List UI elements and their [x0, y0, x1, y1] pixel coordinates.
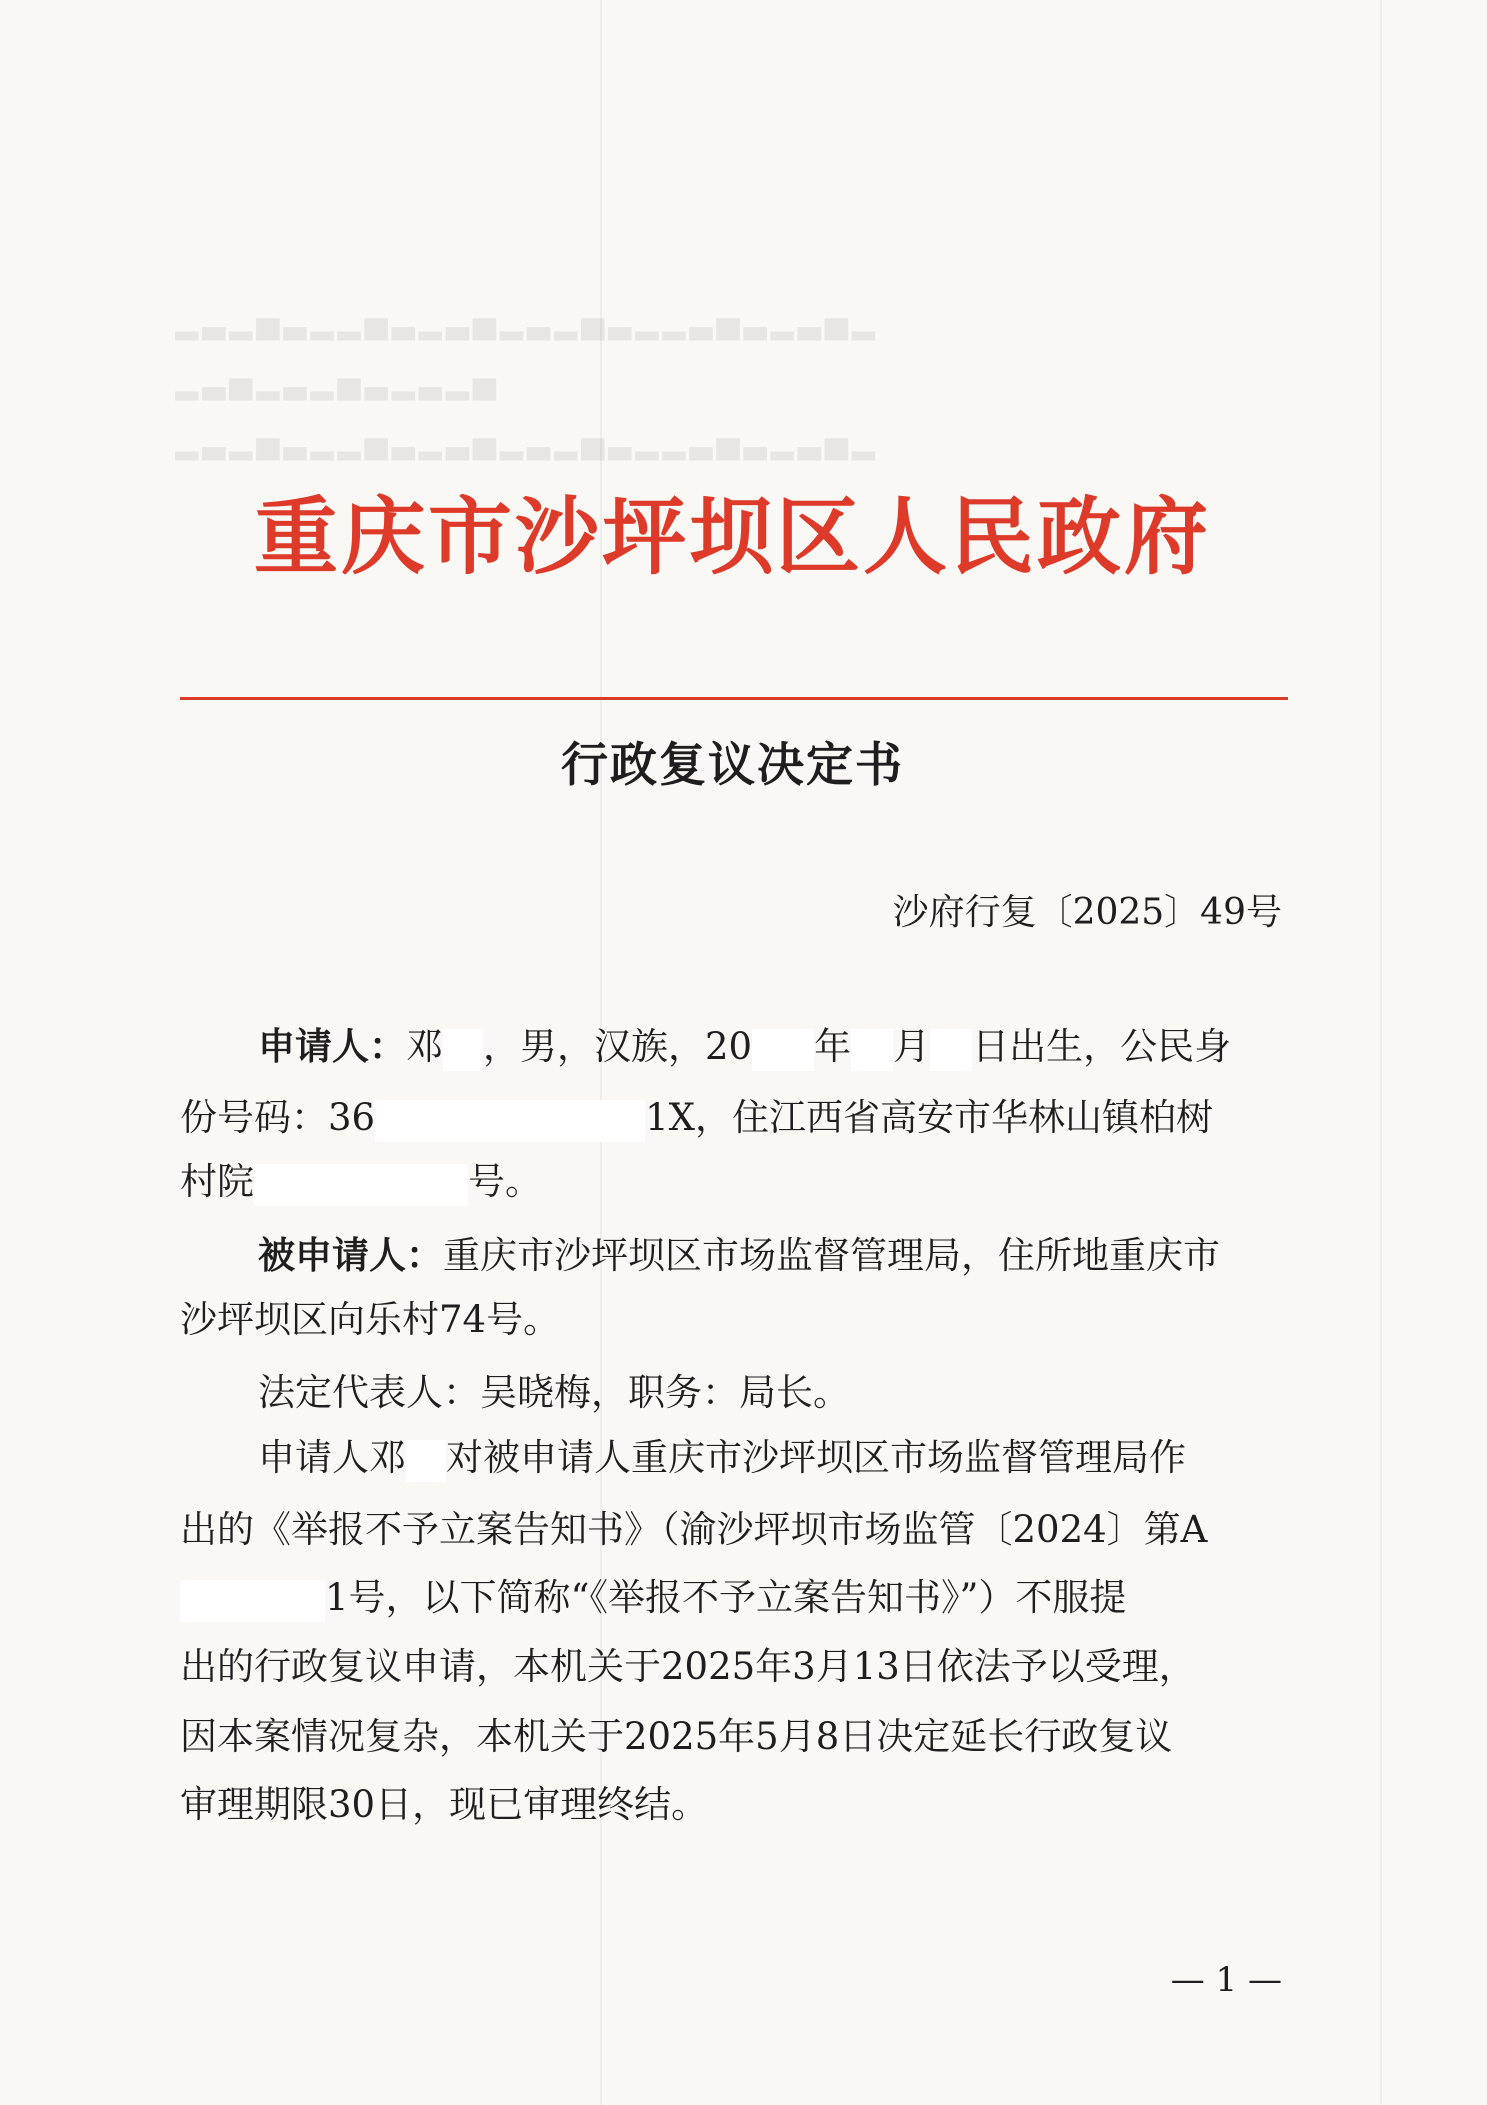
issuer-header: 重庆市沙坪坝区人民政府 [253, 487, 1211, 586]
body-line-6 [180, 1780, 1285, 1830]
applicant-line-3 [180, 1157, 1285, 1207]
applicant-text: 日出生，公民身 [972, 1025, 1232, 1068]
applicant-text: 份号码：36 [180, 1096, 376, 1139]
body-text: 申请人邓 [258, 1436, 406, 1479]
applicant-text: 年 [814, 1025, 852, 1068]
body-text: 出的《举报不予立案告知书》（渝沙坪坝市场监管〔2024〕第A [180, 1508, 1208, 1551]
red-divider [180, 697, 1288, 700]
bleed-through: ▂▃▂▅▃▂▂▅▃▂▃▅▂▃▂▅▃▂▂▃▅▃▂▃▅▂ [175, 426, 879, 461]
applicant-line-2 [180, 1093, 1285, 1143]
applicant-line-1 [258, 1021, 1285, 1071]
applicant-text: 村院 [180, 1160, 254, 1203]
redaction-block [180, 1580, 325, 1622]
respondent-line-1 [258, 1230, 1285, 1280]
redaction-block [375, 1100, 645, 1142]
fold-line [1380, 0, 1382, 2105]
page-number: — 1 — [1170, 1960, 1282, 2000]
body-text: 对被申请人重庆市沙坪坝区市场监督管理局作 [446, 1436, 1186, 1479]
applicant-surname: 邓 [406, 1025, 443, 1068]
body-text: 审理期限30日，现已审理终结。 [180, 1783, 709, 1826]
body-line-2 [180, 1505, 1285, 1555]
legal-representative-text: 法定代表人：吴晓梅，职务：局长。 [258, 1371, 850, 1414]
respondent-line-2 [180, 1295, 1285, 1345]
body-text: 因本案情况复杂，本机关于2025年5月8日决定延长行政复议 [180, 1715, 1173, 1758]
redaction-block [930, 1029, 972, 1071]
body-text: 出的行政复议申请，本机关于2025年3月13日依法予以受理， [180, 1645, 1196, 1688]
redaction-block [752, 1029, 814, 1071]
body-line-1 [258, 1433, 1285, 1483]
document-title: 行政复议决定书 [561, 738, 904, 793]
redaction-block [851, 1029, 893, 1071]
redaction-block [254, 1164, 468, 1206]
bleed-through: ▂▃▂▅▃▂▂▅▃▂▃▅▂▃▂▅▃▂▂▃▅▃▂▃▅▂ [175, 306, 879, 341]
applicant-text: 月 [893, 1025, 931, 1068]
bleed-through: ▂▃▅▂▃▂▅▃▂▃▂▅ [175, 366, 500, 401]
redaction-block [443, 1029, 483, 1071]
document-number: 沙府行复〔2025〕49号 [892, 892, 1282, 933]
applicant-text: 号。 [468, 1160, 542, 1203]
applicant-text: ，男，汉族，20 [483, 1025, 753, 1068]
body-line-5 [180, 1712, 1285, 1762]
body-line-4 [180, 1642, 1285, 1692]
respondent-label: 被申请人： [258, 1233, 443, 1277]
respondent-text: 沙坪坝区向乐村74号。 [180, 1298, 561, 1341]
applicant-label: 申请人： [258, 1024, 406, 1068]
body-line-3 [180, 1573, 1285, 1623]
respondent-text: 重庆市沙坪坝区市场监督管理局，住所地重庆市 [443, 1234, 1220, 1277]
redaction-block [406, 1440, 446, 1482]
applicant-text: 1X，住江西省高安市华林山镇柏树 [645, 1096, 1213, 1139]
body-text: 1号，以下简称“《举报不予立案告知书》”）不服提 [325, 1576, 1127, 1619]
legal-representative [258, 1368, 1285, 1418]
